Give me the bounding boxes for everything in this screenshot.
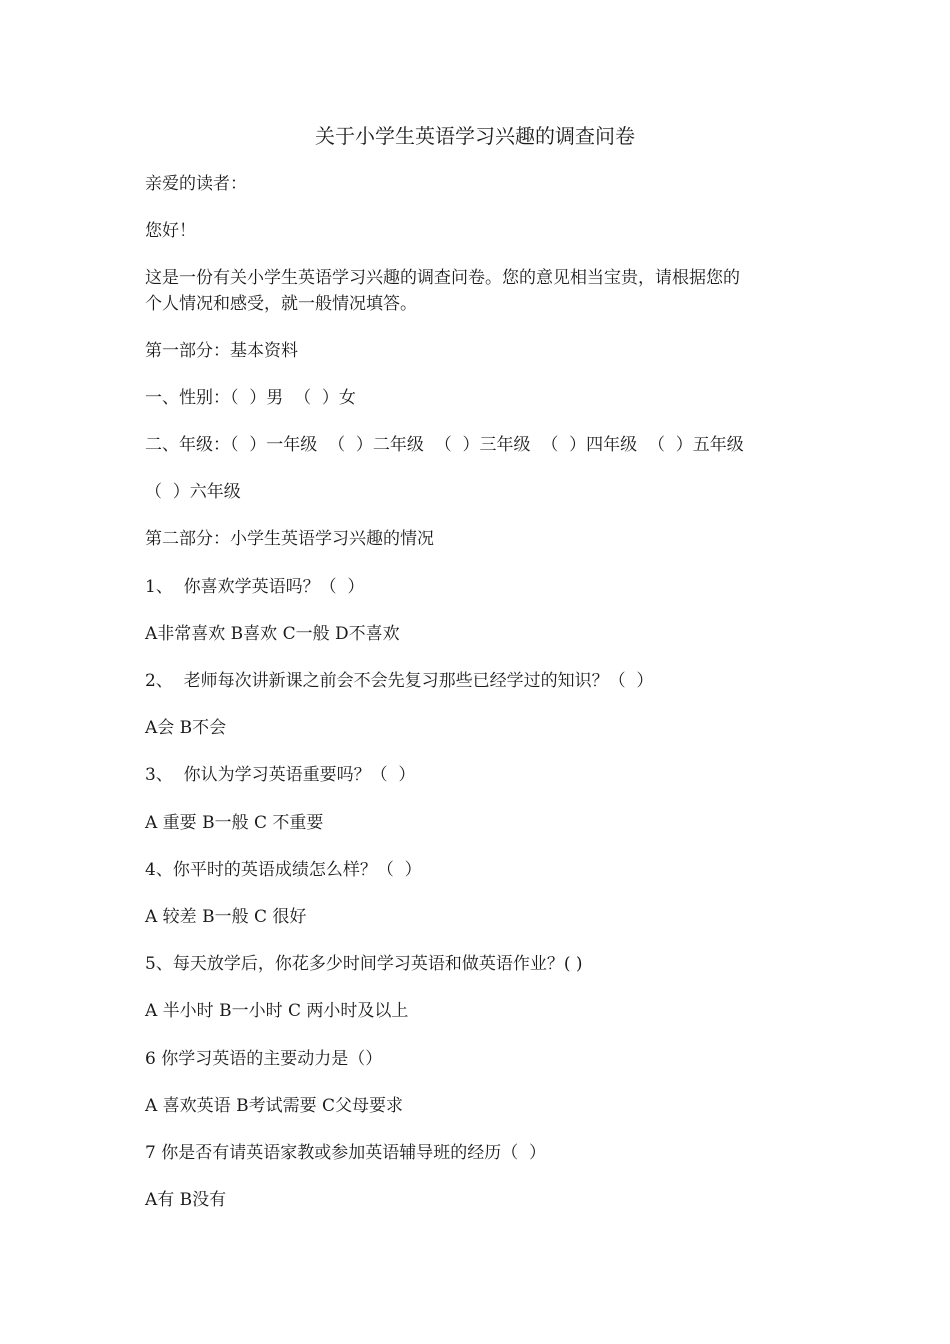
intro-paragraph <box>145 265 817 317</box>
question-6: 6 你学习英语的主要动力是（） <box>145 1049 383 1069</box>
part2-heading: 第二部分：小学生英语学习兴趣的情况 <box>145 529 434 549</box>
question-4: 4、你平时的英语成绩怎么样？（ ） <box>145 860 422 880</box>
question-3: 3、 你认为学习英语重要吗？（ ） <box>145 765 416 785</box>
question-7: 7 你是否有请英语家教或参加英语辅导班的经历（ ） <box>145 1143 547 1163</box>
question-grade-line-1: 二、年级：（ ）一年级 （ ）二年级 （ ）三年级 （ ）四年级 （ ）五年级 <box>145 435 744 455</box>
question-1: 1、 你喜欢学英语吗？（ ） <box>145 577 365 597</box>
intro-line-2: 个人情况和感受，就一般情况填答。 <box>145 294 417 314</box>
question-gender: 一、性别：（ ）男 （ ）女 <box>145 388 356 408</box>
part1-heading: 第一部分：基本资料 <box>145 341 298 361</box>
question-2-options: A会 B不会 <box>145 718 227 738</box>
document-title: 关于小学生英语学习兴趣的调查问卷 <box>315 124 635 148</box>
question-6-options: A 喜欢英语 B考试需要 C父母要求 <box>145 1096 403 1116</box>
hello-line: 您好！ <box>145 221 196 241</box>
question-5: 5、每天放学后，你花多少时间学习英语和做英语作业？( ) <box>145 954 583 974</box>
question-3-options: A 重要 B一般 C 不重要 <box>145 813 324 833</box>
question-5-options: A 半小时 B一小时 C 两小时及以上 <box>145 1001 409 1021</box>
question-grade-line-2: （ ）六年级 <box>145 482 241 502</box>
question-1-options: A非常喜欢 B喜欢 C一般 D不喜欢 <box>145 624 400 644</box>
intro-line-1: 这是一份有关小学生英语学习兴趣的调查问卷。您的意见相当宝贵，请根据您的 <box>145 268 740 288</box>
question-7-options: A有 B没有 <box>145 1190 227 1210</box>
question-4-options: A 较差 B一般 C 很好 <box>145 907 307 927</box>
question-2: 2、 老师每次讲新课之前会不会先复习那些已经学过的知识？（ ） <box>145 671 654 691</box>
greeting: 亲爱的读者： <box>145 174 247 194</box>
